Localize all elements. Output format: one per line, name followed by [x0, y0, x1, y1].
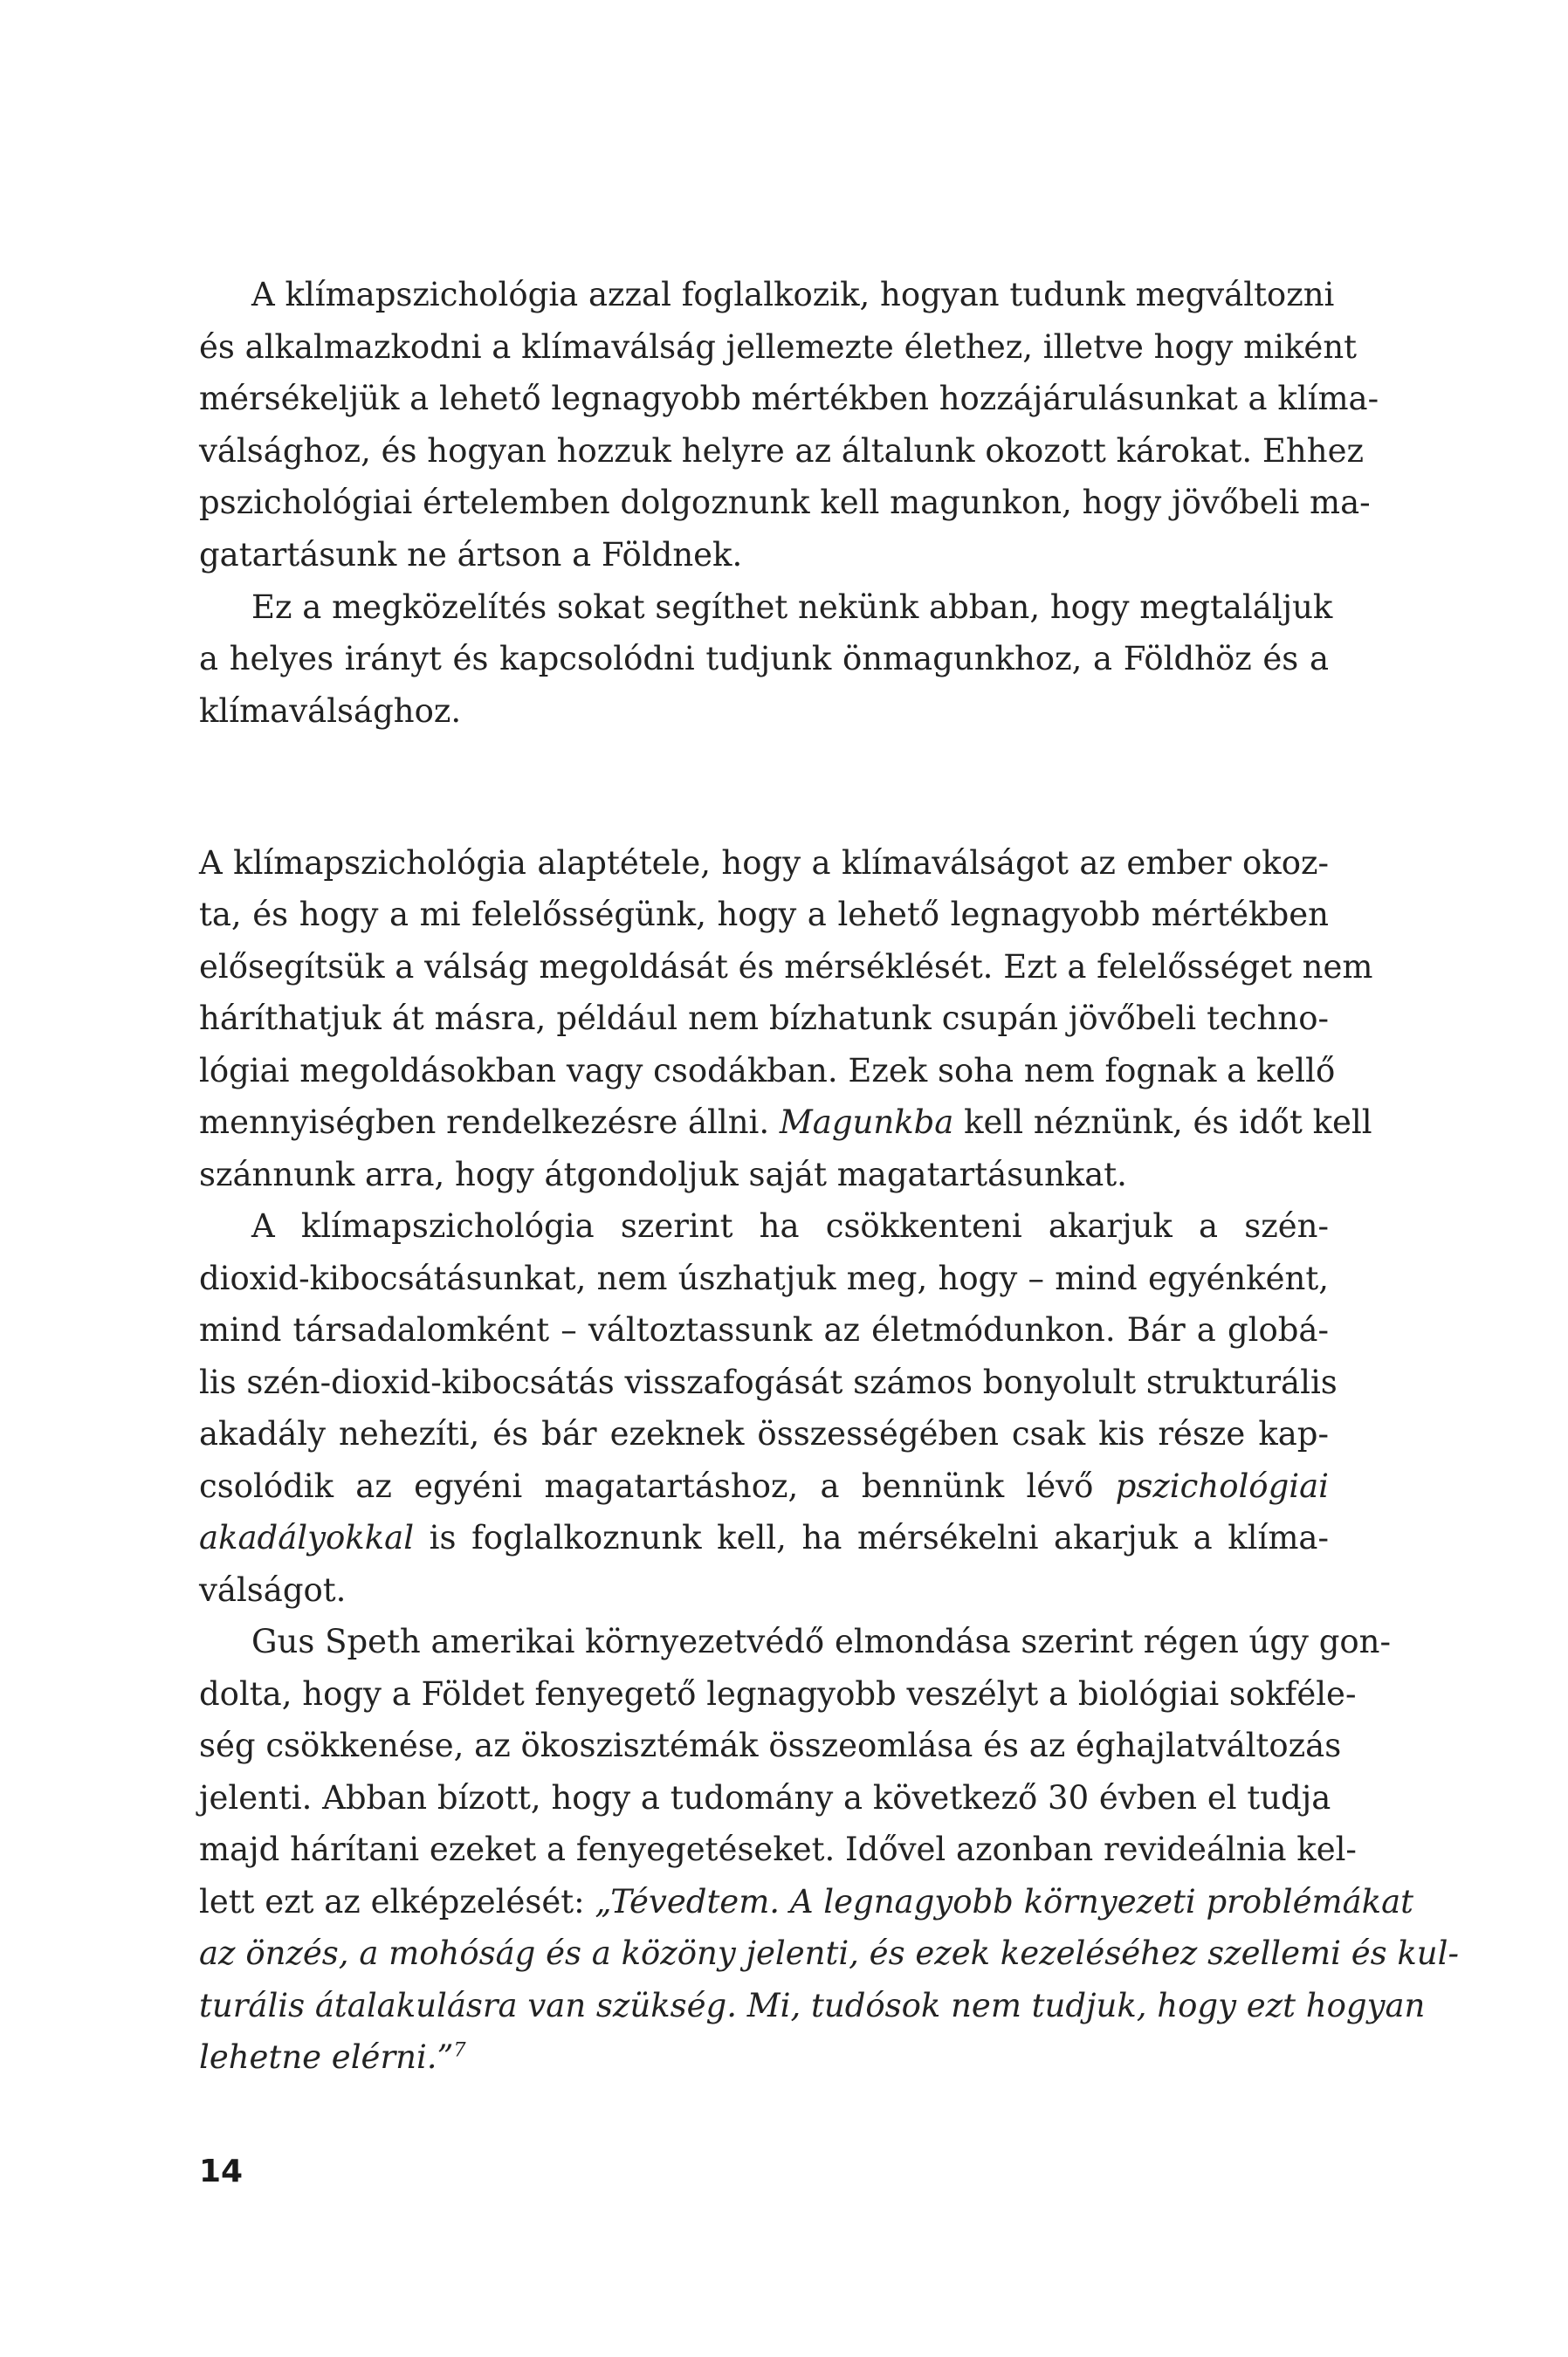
text-run: kell néznünk, és időt kell	[953, 1103, 1372, 1141]
text-line: dioxid-kibocsátásunkat, nem úszhatjuk meg, hogy – mind egyénként,	[199, 1260, 1329, 1297]
text-run: lett ezt az elképzelését:	[199, 1883, 595, 1921]
text-line: szánnunk arra, hogy átgondoljuk saját magatartásunkat.	[199, 1156, 1127, 1193]
text-line: és alkalmazkodni a klímaválság jellemezte élethez, illetve hogy miként	[199, 328, 1358, 366]
text-line: a helyes irányt és kapcsolódni tudjunk önmagunkhoz, a Földhöz és a	[199, 640, 1329, 677]
text-line: lógiai megoldásokban vagy csodákban. Ezek soha nem fognak a kellő	[199, 1052, 1336, 1089]
text-line: majd hárítani ezeket a fenyegetéseket. Idővel azonban revideálnia kel-	[199, 1831, 1357, 1868]
text-line: A klímapszichológia alaptétele, hogy a klímaválságot az ember okoz-	[199, 844, 1329, 882]
italic-emphasis: akadályokkal	[199, 1519, 415, 1556]
text-line	[199, 1878, 1414, 1927]
quote-italic: „Tévedtem. A legnagyobb környezeti problémákat	[595, 1883, 1414, 1921]
text-line: mind társadalomként – változtassunk az életmódunkon. Bár a globá-	[199, 1311, 1329, 1349]
quote-line: turális átalakulásra van szükség. Mi, tudósok nem tudjuk, hogy ezt hogyan	[199, 1987, 1426, 2024]
text-line: válságot.	[199, 1571, 347, 1609]
text-line: lis szén-dioxid-kibocsátás visszafogását számos bonyolult strukturális	[199, 1364, 1338, 1401]
text-line: A klímapszichológia szerint ha csökkenteni akarjuk a szén-	[251, 1207, 1329, 1245]
text-line: ség csökkenése, az ökoszisztémák összeomlása és az éghajlatváltozás	[199, 1727, 1342, 1764]
quote-line	[199, 2033, 1329, 2082]
text-line: háríthatjuk át másra, például nem bízhatunk csupán jövőbeli techno-	[199, 1000, 1329, 1037]
text-line: Gus Speth amerikai környezetvédő elmondása szerint régen úgy gon-	[251, 1623, 1392, 1660]
text-line	[199, 1514, 1329, 1563]
italic-emphasis: Magunkba	[779, 1103, 954, 1141]
text-run: mennyiségben rendelkezésre állni.	[199, 1103, 780, 1141]
text-line: akadály nehezíti, és bár ezeknek összességében csak kis része kap-	[199, 1415, 1329, 1453]
text-line	[199, 1462, 1329, 1511]
text-line: jelenti. Abban bízott, hogy a tudomány a következő 30 évben el tudja	[199, 1779, 1331, 1817]
text-run: is foglalkoznunk kell, ha mérsékelni akarjuk a klíma-	[414, 1519, 1329, 1556]
text-run: csolódik az egyéni magatartáshoz, a bennünk lévő	[199, 1467, 1116, 1505]
text-line: mérsékeljük a lehető legnagyobb mértékben hozzájárulásunkat a klíma-	[199, 380, 1379, 417]
text-line: gatartásunk ne ártson a Földnek.	[199, 536, 743, 574]
italic-emphasis: pszichológiai	[1115, 1467, 1329, 1505]
text-line: pszichológiai értelemben dolgoznunk kell magunkon, hogy jövőbeli ma-	[199, 484, 1371, 521]
text-line: Ez a megközelítés sokat segíthet nekünk abban, hogy megtaláljuk	[251, 588, 1333, 626]
text-line: ta, és hogy a mi felelősségünk, hogy a lehető legnagyobb mértékben	[199, 896, 1329, 933]
text-line: válsághoz, és hogyan hozzuk helyre az általunk okozott károkat. Ehhez	[199, 432, 1364, 470]
page-number: 14	[199, 2154, 244, 2189]
quote-end: lehetne elérni.”	[199, 2038, 454, 2076]
text-line: A klímapszichológia azzal foglalkozik, hogyan tudunk megváltozni	[251, 276, 1335, 313]
footnote-ref: 7	[453, 2038, 466, 2062]
quote-line: az önzés, a mohóság és a közöny jelenti, és ezek kezeléséhez szellemi és kul-	[199, 1934, 1459, 1972]
text-line: elősegítsük a válság megoldását és mérséklését. Ezt a felelősséget nem	[199, 948, 1373, 986]
text-line	[199, 1098, 1372, 1147]
text-line: klímaválsághoz.	[199, 692, 462, 730]
text-line: dolta, hogy a Földet fenyegető legnagyobb veszélyt a biológiai sokféle-	[199, 1675, 1357, 1713]
